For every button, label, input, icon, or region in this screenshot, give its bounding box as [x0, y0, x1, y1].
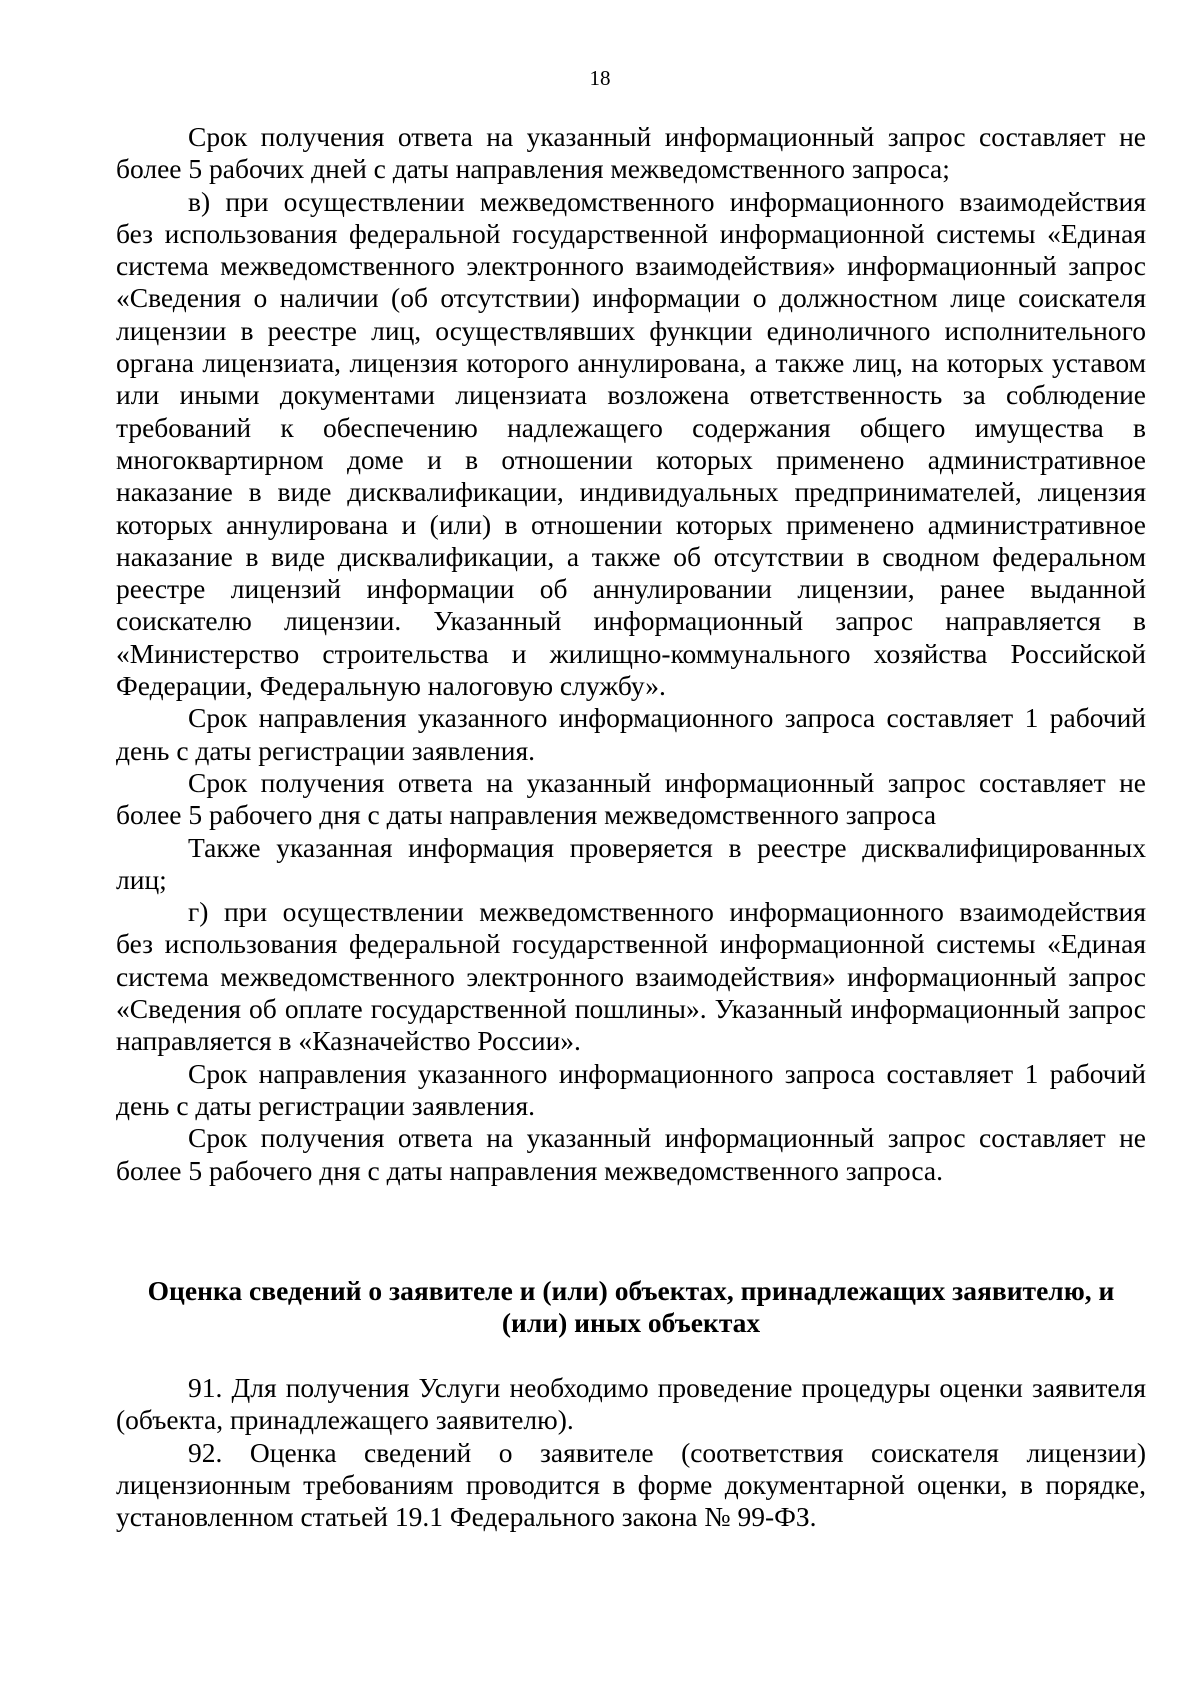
- paragraph: 92. Оценка сведений о заявителе (соответствия соискателя лицензии) лицензионным требованиям проводится в форме документарной оценки, в порядке, установленном статьей 19.1 Федерального закона № 99-ФЗ.: [116, 1436, 1146, 1533]
- body-text-top: [116, 121, 1146, 1187]
- paragraph: Срок получения ответа на указанный информационный запрос составляет не более 5 рабочего дня с даты направления межведомственного запроса.: [116, 1122, 1146, 1186]
- paragraph: Срок получения ответа на указанный информационный запрос составляет не более 5 рабочих дней с даты направления межведомственного запроса;: [116, 121, 1146, 185]
- paragraph: Также указанная информация проверяется в реестре дисквалифицированных лиц;: [116, 831, 1146, 895]
- paragraph: 91. Для получения Услуги необходимо проведение процедуры оценки заявителя (объекта, принадлежащего заявителю).: [116, 1372, 1146, 1436]
- paragraph: Срок направления указанного информационного запроса составляет 1 рабочий день с даты регистрации заявления.: [116, 1057, 1146, 1121]
- paragraph: Срок получения ответа на указанный информационный запрос составляет не более 5 рабочего дня с даты направления межведомственного запроса: [116, 766, 1146, 831]
- page-number: 18: [589, 66, 611, 90]
- paragraph: г) при осуществлении межведомственного информационного взаимодействия без использования федеральной государственной информационной системы «Единая система межведомственного электронного взаимодействия» информационный запрос «Сведения об оплате государственной пошлины». Указанный информационный запрос направляется в «Казначейство России».: [116, 896, 1146, 1057]
- body-text-bottom: [116, 1372, 1146, 1533]
- section-heading: Оценка сведений о заявителе и (или) объектах, принадлежащих заявителю, и (или) иных объектах: [147, 1275, 1115, 1339]
- paragraph: Срок направления указанного информационного запроса составляет 1 рабочий день с даты регистрации заявления.: [116, 702, 1146, 766]
- paragraph: в) при осуществлении межведомственного информационного взаимодействия без использования федеральной государственной информационной системы «Единая система межведомственного электронного взаимодействия» информационный запрос «Сведения о наличии (об отсутствии) информации о должностном лице соискателя лицензии в реестре лиц, осуществлявших функции единоличного исполнительного органа лицензиата, лицензия которого аннулирована, а также лиц, на которых уставом или иными документами лицензиата возложена ответственность за соблюдение требований к обеспечению надлежащего содержания общего имущества в многоквартирном доме и в отношении которых применено административное наказание в виде дисквалификации, индивидуальных предпринимателей, лицензия которых аннулирована и (или) в отношении которых применено административное наказание в виде дисквалификации, а также об отсутствии в сводном федеральном реестре лицензий информации об аннулировании лицензии, ранее выданной соискателю лицензии. Указанный информационный запрос направляется в «Министерство строительства и жилищно-коммунального хозяйства Российской Федерации, Федеральную налоговую службу».: [116, 185, 1146, 702]
